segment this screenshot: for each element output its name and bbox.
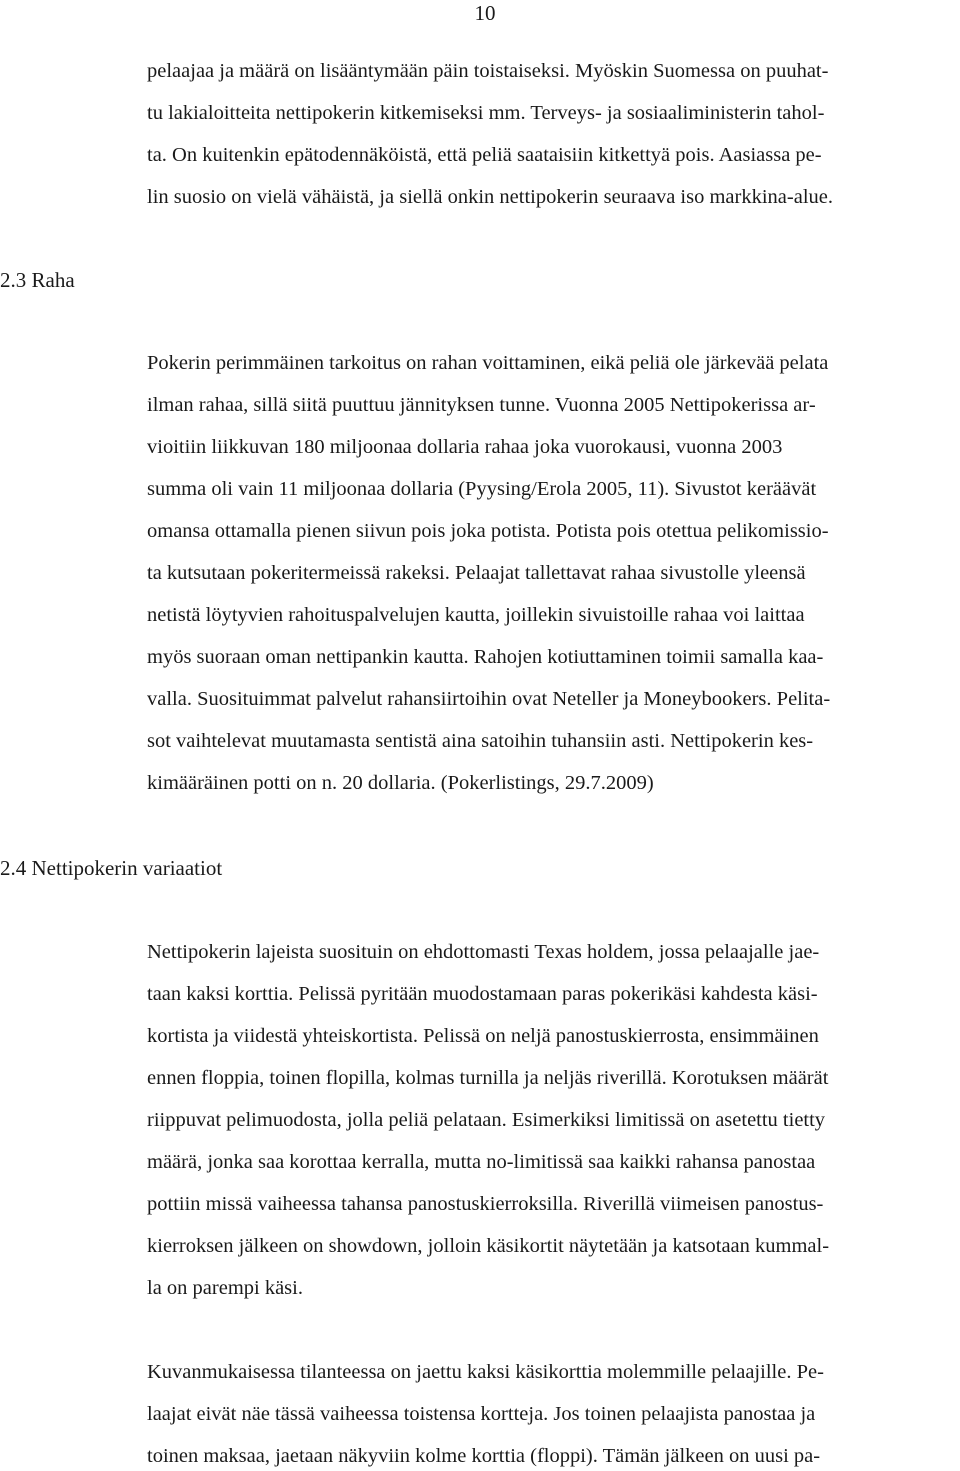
- text-line: omansa ottamalla pienen siivun pois joka potista. Potista pois otettua pelikomissio-: [147, 520, 829, 542]
- text-line: Kuvanmukaisessa tilanteessa on jaettu kaksi käsikorttia molemmille pelaajille. Pe-: [147, 1361, 824, 1383]
- text-line: myös suoraan oman nettipankin kautta. Rahojen kotiuttaminen toimii samalla kaa-: [147, 646, 824, 668]
- text-line: määrä, jonka saa korottaa kerralla, mutta no-limitissä saa kaikki rahansa panostaa: [147, 1151, 816, 1173]
- text-line: ilman rahaa, sillä siitä puuttuu jännityksen tunne. Vuonna 2005 Nettipokerissa ar-: [147, 394, 816, 416]
- text-line: tu lakialoitteita nettipokerin kitkemiseksi mm. Terveys- ja sosiaaliministerin tahol-: [147, 102, 825, 124]
- text-line: taan kaksi korttia. Pelissä pyritään muodostamaan paras pokerikäsi kahdesta käsi-: [147, 983, 818, 1005]
- text-line: ta. On kuitenkin epätodennäköistä, että peliä saataisiin kitkettyä pois. Aasiassa pe-: [147, 144, 822, 166]
- text-line: pottiin missä vaiheessa tahansa panostuskierroksilla. Riverillä viimeisen panostus-: [147, 1193, 824, 1215]
- section-heading-variaatiot: 2.4 Nettipokerin variaatiot: [0, 856, 223, 880]
- text-line: kierroksen jälkeen on showdown, jolloin käsikortit näytetään ja katsotaan kummal-: [147, 1235, 830, 1257]
- text-line: Pokerin perimmäinen tarkoitus on rahan voittaminen, eikä peliä ole järkevää pelata: [147, 352, 829, 374]
- text-line: toinen maksaa, jaetaan näkyviin kolme korttia (floppi). Tämän jälkeen on uusi pa-: [147, 1445, 821, 1467]
- text-line: kimääräinen potti on n. 20 dollaria. (Pokerlistings, 29.7.2009): [147, 772, 654, 794]
- text-line: riippuvat pelimuodosta, jolla peliä pelataan. Esimerkiksi limitissä on asetettu tietty: [147, 1109, 826, 1131]
- text-line: laajat eivät näe tässä vaiheessa toistensa kortteja. Jos toinen pelaajista panostaa ja: [147, 1403, 816, 1425]
- text-line: netistä löytyvien rahoituspalvelujen kautta, joillekin sivuistoille rahaa voi laittaa: [147, 604, 805, 626]
- text-line: ta kutsutaan pokeritermeissä rakeksi. Pelaajat tallettavat rahaa sivustolle yleensä: [147, 562, 806, 584]
- section-heading-raha: 2.3 Raha: [0, 268, 75, 292]
- text-line: valla. Suosituimmat palvelut rahansiirtoihin ovat Neteller ja Moneybookers. Pelita-: [147, 688, 831, 710]
- text-line: lin suosio on vielä vähäistä, ja siellä onkin nettipokerin seuraava iso markkina-alue.: [147, 186, 833, 208]
- text-line: summa oli vain 11 miljoonaa dollaria (Pyysing/Erola 2005, 11). Sivustot keräävät: [147, 478, 817, 500]
- text-line: ennen floppia, toinen flopilla, kolmas turnilla ja neljäs riverillä. Korotuksen määrät: [147, 1067, 829, 1089]
- text-line: vioitiin liikkuvan 180 miljoonaa dollaria rahaa joka vuorokausi, vuonna 2003: [147, 436, 783, 458]
- text-line: kortista ja viidestä yhteiskortista. Pelissä on neljä panostuskierrosta, ensimmäinen: [147, 1025, 819, 1047]
- page-number: 10: [474, 1, 496, 25]
- text-line: sot vaihtelevat muutamasta sentistä aina satoihin tuhansiin asti. Nettipokerin kes-: [147, 730, 814, 752]
- text-line: pelaajaa ja määrä on lisääntymään päin toistaiseksi. Myöskin Suomessa on puuhat-: [147, 60, 829, 82]
- text-line: la on parempi käsi.: [147, 1277, 303, 1299]
- text-line: Nettipokerin lajeista suosituin on ehdottomasti Texas holdem, jossa pelaajalle jae-: [147, 941, 820, 963]
